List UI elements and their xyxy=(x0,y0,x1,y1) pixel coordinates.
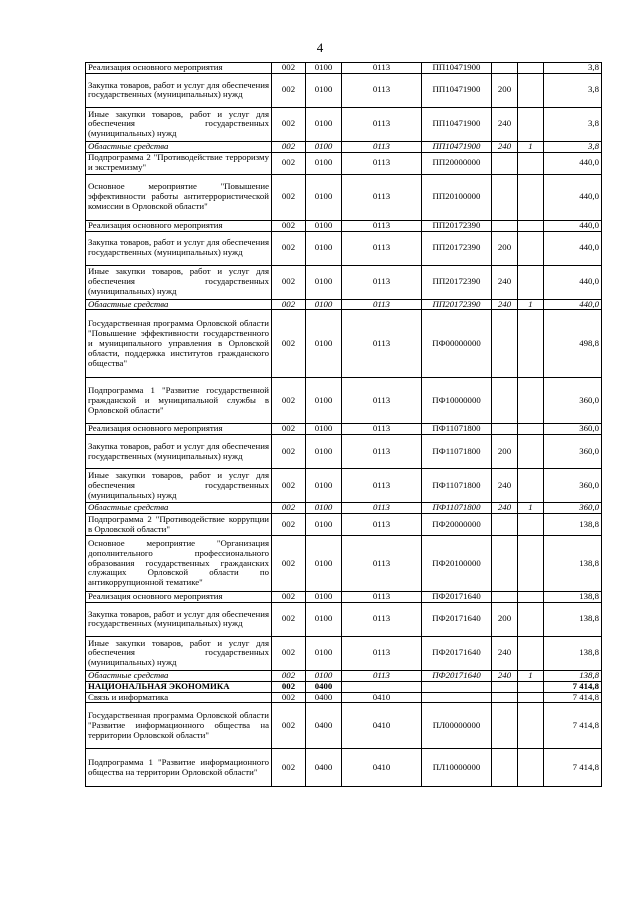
cell-target-article: ПП20172390 xyxy=(422,231,492,265)
cell-subsection: 0113 xyxy=(342,63,422,74)
cell-target-article: ПФ11071800 xyxy=(422,424,492,435)
cell-subsection: 0113 xyxy=(342,469,422,503)
cell-amount: 3,8 xyxy=(544,107,602,141)
cell-amount: 360,0 xyxy=(544,378,602,424)
cell-amount: 138,8 xyxy=(544,636,602,670)
cell-section: 0400 xyxy=(306,681,342,692)
cell-amount: 138,8 xyxy=(544,670,602,681)
row-name: Областные средства xyxy=(86,670,272,681)
table-row xyxy=(86,435,602,469)
cell-grbs: 002 xyxy=(272,602,306,636)
cell-subsection: 0113 xyxy=(342,73,422,107)
cell-target-article: ПЛ00000000 xyxy=(422,703,492,749)
cell-grbs: 002 xyxy=(272,107,306,141)
cell-amount: 7 414,8 xyxy=(544,703,602,749)
cell-amount: 3,8 xyxy=(544,73,602,107)
cell-subsection: 0113 xyxy=(342,107,422,141)
row-name: Основное мероприятие "Повышение эффективности работы антитеррористической комиссии в Орловской области" xyxy=(86,174,272,220)
cell-target-article: ПФ11071800 xyxy=(422,469,492,503)
table-row xyxy=(86,681,602,692)
cell-amount: 360,0 xyxy=(544,469,602,503)
cell-section: 0100 xyxy=(306,231,342,265)
cell-amount: 138,8 xyxy=(544,602,602,636)
row-name: Подпрограмма 2 "Противодействие коррупции в Орловской области" xyxy=(86,514,272,536)
cell-target-article: ПП20000000 xyxy=(422,152,492,174)
cell-expense-type: 240 xyxy=(492,469,518,503)
table-body xyxy=(86,63,602,787)
table-row xyxy=(86,310,602,378)
cell-expense-type xyxy=(492,152,518,174)
cell-grbs: 002 xyxy=(272,424,306,435)
cell-amount: 138,8 xyxy=(544,536,602,592)
cell-amount: 138,8 xyxy=(544,592,602,603)
cell-expense-type xyxy=(492,703,518,749)
cell-subsection: 0113 xyxy=(342,231,422,265)
cell-section: 0100 xyxy=(306,107,342,141)
row-name: Иные закупки товаров, работ и услуг для обеспечения государственных (муниципальных) нужд xyxy=(86,636,272,670)
cell-funding-source xyxy=(518,378,544,424)
row-name: Основное мероприятие "Организация дополнительного профессионального образования государственных гражданских служащих Орловской области по антикоррупционной тематике" xyxy=(86,536,272,592)
cell-section: 0100 xyxy=(306,378,342,424)
cell-grbs: 002 xyxy=(272,636,306,670)
cell-target-article: ПП10471900 xyxy=(422,107,492,141)
row-name: Областные средства xyxy=(86,503,272,514)
row-name: Подпрограмма 1 "Развитие государственной гражданской и муниципальной службы в Орловской области" xyxy=(86,378,272,424)
row-name: НАЦИОНАЛЬНАЯ ЭКОНОМИКА xyxy=(86,681,272,692)
table-row xyxy=(86,592,602,603)
row-name: Связь и информатика xyxy=(86,692,272,703)
cell-target-article: ПФ20171640 xyxy=(422,636,492,670)
cell-target-article: ПФ00000000 xyxy=(422,310,492,378)
cell-funding-source xyxy=(518,152,544,174)
cell-grbs: 002 xyxy=(272,681,306,692)
cell-grbs: 002 xyxy=(272,469,306,503)
table-row xyxy=(86,231,602,265)
cell-expense-type: 200 xyxy=(492,231,518,265)
cell-amount: 3,8 xyxy=(544,141,602,152)
table-row xyxy=(86,265,602,299)
table-row xyxy=(86,636,602,670)
cell-section: 0100 xyxy=(306,220,342,231)
cell-amount: 440,0 xyxy=(544,174,602,220)
row-name: Реализация основного мероприятия xyxy=(86,424,272,435)
cell-section: 0100 xyxy=(306,602,342,636)
cell-subsection: 0113 xyxy=(342,152,422,174)
cell-target-article: ПФ11071800 xyxy=(422,503,492,514)
cell-section: 0100 xyxy=(306,424,342,435)
cell-expense-type: 240 xyxy=(492,141,518,152)
table-row xyxy=(86,141,602,152)
table-row xyxy=(86,174,602,220)
cell-amount: 7 414,8 xyxy=(544,749,602,787)
row-name: Иные закупки товаров, работ и услуг для обеспечения государственных (муниципальных) нужд xyxy=(86,265,272,299)
cell-funding-source xyxy=(518,536,544,592)
cell-subsection: 0113 xyxy=(342,592,422,603)
cell-grbs: 002 xyxy=(272,514,306,536)
table-row xyxy=(86,63,602,74)
cell-section: 0100 xyxy=(306,503,342,514)
cell-expense-type xyxy=(492,681,518,692)
cell-amount: 440,0 xyxy=(544,152,602,174)
row-name: Областные средства xyxy=(86,299,272,310)
cell-target-article xyxy=(422,681,492,692)
row-name: Реализация основного мероприятия xyxy=(86,592,272,603)
cell-grbs: 002 xyxy=(272,265,306,299)
cell-funding-source xyxy=(518,231,544,265)
page-number: 4 xyxy=(316,40,324,55)
cell-subsection: 0113 xyxy=(342,220,422,231)
cell-section: 0400 xyxy=(306,692,342,703)
cell-section: 0400 xyxy=(306,703,342,749)
cell-target-article: ПП20172390 xyxy=(422,299,492,310)
cell-subsection: 0113 xyxy=(342,299,422,310)
cell-expense-type xyxy=(492,692,518,703)
cell-expense-type xyxy=(492,378,518,424)
cell-section: 0100 xyxy=(306,310,342,378)
table-row xyxy=(86,703,602,749)
cell-target-article: ПФ20171640 xyxy=(422,670,492,681)
row-name: Областные средства xyxy=(86,141,272,152)
table-row xyxy=(86,424,602,435)
cell-expense-type: 200 xyxy=(492,73,518,107)
cell-expense-type: 240 xyxy=(492,503,518,514)
cell-expense-type xyxy=(492,592,518,603)
cell-subsection xyxy=(342,681,422,692)
cell-subsection: 0113 xyxy=(342,378,422,424)
cell-grbs: 002 xyxy=(272,749,306,787)
cell-funding-source xyxy=(518,636,544,670)
cell-section: 0100 xyxy=(306,536,342,592)
cell-funding-source xyxy=(518,310,544,378)
cell-expense-type xyxy=(492,514,518,536)
cell-subsection: 0113 xyxy=(342,424,422,435)
row-name: Реализация основного мероприятия xyxy=(86,63,272,74)
row-name: Подпрограмма 2 "Противодействие терроризму и экстремизму" xyxy=(86,152,272,174)
cell-grbs: 002 xyxy=(272,299,306,310)
cell-section: 0100 xyxy=(306,469,342,503)
cell-funding-source xyxy=(518,220,544,231)
cell-amount: 440,0 xyxy=(544,220,602,231)
cell-funding-source xyxy=(518,514,544,536)
table-row xyxy=(86,378,602,424)
cell-funding-source xyxy=(518,681,544,692)
table-row xyxy=(86,503,602,514)
cell-grbs: 002 xyxy=(272,174,306,220)
cell-expense-type xyxy=(492,424,518,435)
cell-expense-type xyxy=(492,749,518,787)
cell-funding-source xyxy=(518,602,544,636)
table-row xyxy=(86,73,602,107)
cell-amount: 360,0 xyxy=(544,435,602,469)
cell-expense-type xyxy=(492,63,518,74)
cell-expense-type: 200 xyxy=(492,602,518,636)
cell-grbs: 002 xyxy=(272,670,306,681)
cell-grbs: 002 xyxy=(272,592,306,603)
cell-amount: 440,0 xyxy=(544,299,602,310)
cell-subsection: 0410 xyxy=(342,703,422,749)
cell-amount: 138,8 xyxy=(544,514,602,536)
cell-section: 0100 xyxy=(306,265,342,299)
cell-expense-type: 240 xyxy=(492,670,518,681)
cell-section: 0100 xyxy=(306,152,342,174)
cell-target-article: ПП10471900 xyxy=(422,141,492,152)
cell-target-article: ПФ20000000 xyxy=(422,514,492,536)
cell-subsection: 0113 xyxy=(342,174,422,220)
cell-funding-source xyxy=(518,63,544,74)
cell-grbs: 002 xyxy=(272,63,306,74)
cell-subsection: 0113 xyxy=(342,503,422,514)
cell-grbs: 002 xyxy=(272,231,306,265)
cell-target-article: ПП20100000 xyxy=(422,174,492,220)
cell-section: 0100 xyxy=(306,514,342,536)
cell-amount: 7 414,8 xyxy=(544,681,602,692)
row-name: Закупка товаров, работ и услуг для обеспечения государственных (муниципальных) нужд xyxy=(86,73,272,107)
row-name: Государственная программа Орловской области "Повышение эффективности государственного и муниципального управления в Орловской области, поддержка институтов гражданского общества" xyxy=(86,310,272,378)
row-name: Закупка товаров, работ и услуг для обеспечения государственных (муниципальных) нужд xyxy=(86,435,272,469)
table-row xyxy=(86,299,602,310)
cell-expense-type xyxy=(492,220,518,231)
cell-expense-type: 200 xyxy=(492,435,518,469)
cell-subsection: 0113 xyxy=(342,536,422,592)
cell-funding-source: 1 xyxy=(518,503,544,514)
cell-section: 0100 xyxy=(306,670,342,681)
cell-funding-source xyxy=(518,174,544,220)
cell-subsection: 0410 xyxy=(342,692,422,703)
table-row xyxy=(86,152,602,174)
cell-target-article: ПФ10000000 xyxy=(422,378,492,424)
cell-funding-source xyxy=(518,469,544,503)
cell-expense-type xyxy=(492,310,518,378)
table-row xyxy=(86,469,602,503)
row-name: Иные закупки товаров, работ и услуг для обеспечения государственных (муниципальных) нужд xyxy=(86,469,272,503)
table-row xyxy=(86,107,602,141)
cell-amount: 3,8 xyxy=(544,63,602,74)
cell-section: 0100 xyxy=(306,141,342,152)
cell-funding-source xyxy=(518,73,544,107)
cell-funding-source xyxy=(518,435,544,469)
cell-expense-type: 240 xyxy=(492,107,518,141)
cell-amount: 440,0 xyxy=(544,231,602,265)
cell-amount: 440,0 xyxy=(544,265,602,299)
row-name: Закупка товаров, работ и услуг для обеспечения государственных (муниципальных) нужд xyxy=(86,602,272,636)
cell-expense-type: 240 xyxy=(492,299,518,310)
cell-expense-type: 240 xyxy=(492,265,518,299)
cell-subsection: 0113 xyxy=(342,435,422,469)
cell-funding-source xyxy=(518,749,544,787)
cell-subsection: 0113 xyxy=(342,265,422,299)
table-row xyxy=(86,514,602,536)
cell-subsection: 0113 xyxy=(342,141,422,152)
budget-table xyxy=(85,62,602,787)
table-row xyxy=(86,692,602,703)
cell-funding-source xyxy=(518,703,544,749)
table-row xyxy=(86,220,602,231)
cell-target-article: ПФ20100000 xyxy=(422,536,492,592)
cell-funding-source: 1 xyxy=(518,141,544,152)
cell-subsection: 0113 xyxy=(342,514,422,536)
cell-amount: 7 414,8 xyxy=(544,692,602,703)
cell-section: 0100 xyxy=(306,299,342,310)
cell-expense-type xyxy=(492,174,518,220)
row-name: Закупка товаров, работ и услуг для обеспечения государственных (муниципальных) нужд xyxy=(86,231,272,265)
cell-funding-source: 1 xyxy=(518,299,544,310)
cell-grbs: 002 xyxy=(272,73,306,107)
cell-target-article: ПФ11071800 xyxy=(422,435,492,469)
cell-funding-source xyxy=(518,107,544,141)
cell-grbs: 002 xyxy=(272,310,306,378)
table-row xyxy=(86,536,602,592)
cell-grbs: 002 xyxy=(272,152,306,174)
cell-section: 0100 xyxy=(306,435,342,469)
cell-amount: 498,8 xyxy=(544,310,602,378)
cell-grbs: 002 xyxy=(272,703,306,749)
cell-expense-type: 240 xyxy=(492,636,518,670)
row-name: Иные закупки товаров, работ и услуг для обеспечения государственных (муниципальных) нужд xyxy=(86,107,272,141)
cell-subsection: 0113 xyxy=(342,636,422,670)
cell-grbs: 002 xyxy=(272,435,306,469)
table-row xyxy=(86,602,602,636)
cell-funding-source: 1 xyxy=(518,670,544,681)
cell-grbs: 002 xyxy=(272,220,306,231)
table-row xyxy=(86,749,602,787)
cell-target-article: ПЛ10000000 xyxy=(422,749,492,787)
cell-funding-source xyxy=(518,265,544,299)
cell-subsection: 0113 xyxy=(342,310,422,378)
cell-target-article: ПФ20171640 xyxy=(422,592,492,603)
cell-subsection: 0113 xyxy=(342,670,422,681)
cell-grbs: 002 xyxy=(272,503,306,514)
cell-funding-source xyxy=(518,424,544,435)
row-name: Государственная программа Орловской области "Развитие информационного общества на территории Орловской области" xyxy=(86,703,272,749)
cell-section: 0100 xyxy=(306,73,342,107)
cell-grbs: 002 xyxy=(272,536,306,592)
cell-section: 0100 xyxy=(306,63,342,74)
row-name: Подпрограмма 1 "Развитие информационного общества на территории Орловской области" xyxy=(86,749,272,787)
cell-section: 0100 xyxy=(306,636,342,670)
cell-section: 0100 xyxy=(306,174,342,220)
cell-amount: 360,0 xyxy=(544,424,602,435)
cell-funding-source xyxy=(518,692,544,703)
cell-target-article: ПП10471900 xyxy=(422,63,492,74)
cell-grbs: 002 xyxy=(272,378,306,424)
cell-target-article: ПП10471900 xyxy=(422,73,492,107)
cell-amount: 360,0 xyxy=(544,503,602,514)
cell-funding-source xyxy=(518,592,544,603)
cell-target-article: ПП20172390 xyxy=(422,265,492,299)
cell-subsection: 0113 xyxy=(342,602,422,636)
cell-subsection: 0410 xyxy=(342,749,422,787)
cell-target-article: ПП20172390 xyxy=(422,220,492,231)
cell-grbs: 002 xyxy=(272,692,306,703)
table-row xyxy=(86,670,602,681)
cell-section: 0400 xyxy=(306,749,342,787)
cell-expense-type xyxy=(492,536,518,592)
cell-grbs: 002 xyxy=(272,141,306,152)
cell-target-article xyxy=(422,692,492,703)
cell-section: 0100 xyxy=(306,592,342,603)
row-name: Реализация основного мероприятия xyxy=(86,220,272,231)
cell-target-article: ПФ20171640 xyxy=(422,602,492,636)
